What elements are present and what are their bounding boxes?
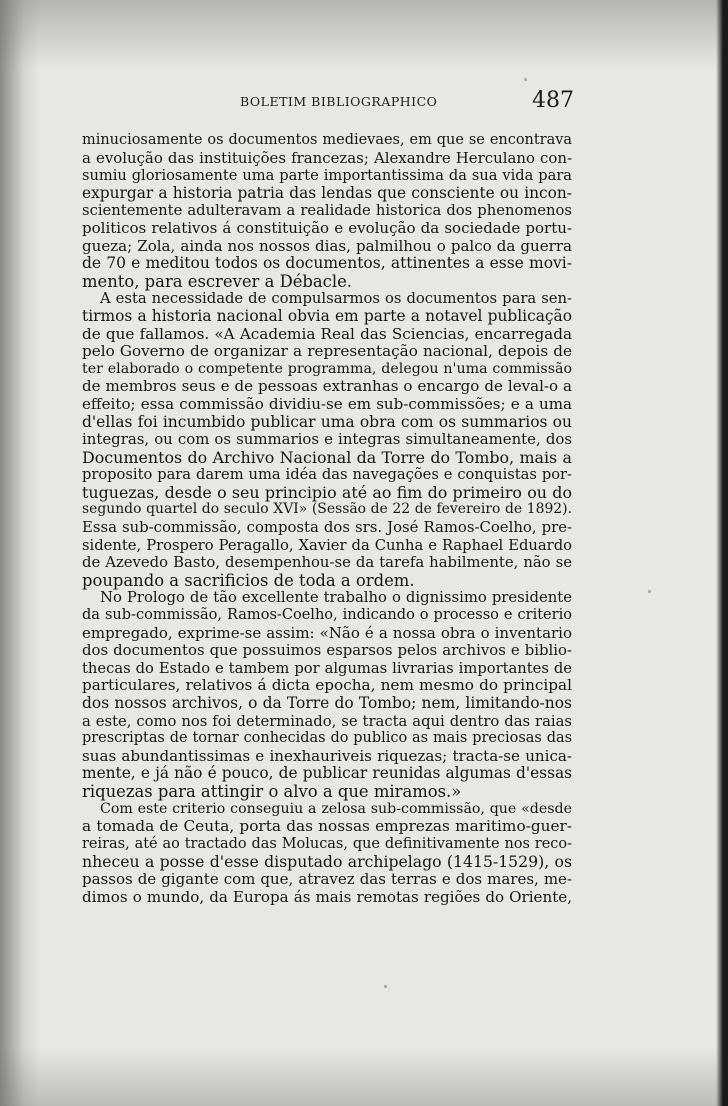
text-line: prescriptas de tornar conhecidas do publico as mais preciosas das	[82, 730, 572, 747]
text-line: nheceu a posse d'esse disputado archipelago (1415-1529), os	[82, 852, 572, 872]
text-line: thecas do Estado e tambem por algumas livrarias importantes de	[82, 659, 572, 677]
text-line: effeito; essa commissão dividiu-se em sub-commissões; e a uma	[82, 394, 572, 413]
text-line: tirmos a historia nacional obvia em parte a notavel publicação	[82, 306, 572, 325]
text-line: minuciosamente os documentos medievaes, em que se encontrava	[82, 132, 572, 148]
text-line: sumiu gloriosamente uma parte importantissima da sua vida para	[82, 167, 572, 185]
scan-border-right	[716, 0, 728, 1106]
text-line: segundo quartel do seculo XVI» (Sessão de 22 de fevereiro de 1892).	[82, 501, 572, 518]
text-line: de que fallamos. «A Academia Real das Sciencias, encarregada	[82, 324, 572, 343]
text-line: particulares, relativos á dicta epocha, nem mesmo do principal	[82, 676, 572, 695]
paragraph-start-line: No Prologo de tão excellente trabalho o dignissimo presidente	[100, 589, 572, 607]
text-line: Documentos do Archivo Nacional da Torre do Tombo, mais a	[82, 447, 572, 467]
paragraph-start-line: A esta necessidade de compulsarmos os documentos para sen-	[100, 290, 572, 308]
text-line: sidente, Prospero Peragallo, Xavier da Cunha e Raphael Eduardo	[82, 536, 572, 554]
text-line: de 70 e meditou todos os documentos, attinentes a esse movi-	[82, 254, 572, 273]
scan-speck	[384, 985, 387, 988]
text-line: scientemente adulteravam a realidade historica dos phenomenos	[82, 202, 572, 220]
body-text	[82, 132, 572, 906]
text-line: da sub-commissão, Ramos-Coelho, indicando o processo e criterio	[82, 607, 572, 624]
text-line: politicos relativos á constituição e evolução da sociedade portu-	[82, 218, 572, 237]
scan-shadow-left	[0, 0, 40, 1106]
paragraph-start-line: Com este criterio conseguiu a zelosa sub-commissão, que «desde	[100, 800, 572, 817]
text-line: poupando a sacrificios de toda a ordem.	[82, 570, 415, 590]
text-line: dimos o mundo, da Europa ás mais remotas regiões do Oriente,	[82, 887, 572, 906]
text-line: Essa sub-commissão, composta dos srs. José Ramos-Coelho, pre-	[82, 518, 572, 537]
text-line: pelo Governo de organizar a representação nacional, depois de	[82, 342, 572, 361]
page-header	[0, 88, 728, 120]
text-line: empregado, exprime-se assim: «Não é a nossa obra o inventario	[82, 623, 572, 642]
text-line: integras, ou com os summarios e integras simultaneamente, dos	[82, 430, 572, 449]
text-line: reiras, até ao tractado das Molucas, que definitivamente nos reco-	[82, 835, 572, 852]
text-line: suas abundantissimas e inexhauriveis riquezas; tracta-se unica-	[82, 746, 572, 765]
scan-shadow-bottom	[0, 1046, 728, 1106]
text-line: mento, para escrever a Débacle.	[82, 271, 353, 291]
text-line: proposito para darem uma idéa das navegações e conquistas por-	[82, 466, 572, 484]
text-line: expurgar a historia patria das lendas que consciente ou incon-	[82, 183, 572, 202]
text-line: d'ellas foi incumbido publicar uma obra com os summarios ou	[82, 412, 572, 431]
text-line: riquezas para attingir o alvo a que miramos.»	[82, 781, 462, 801]
text-line: a tomada de Ceuta, porta das nossas emprezas maritimo-guer-	[82, 817, 572, 836]
scan-shadow-top	[0, 0, 728, 70]
text-line: tuguezas, desde o seu principio até ao fim do primeiro ou do	[82, 482, 572, 502]
text-line: a evolução das instituições francezas; Alexandre Herculano con-	[82, 148, 572, 167]
text-line: gueza; Zola, ainda nos nossos dias, palmilhou o palco da guerra	[82, 236, 572, 255]
page-number: 487	[532, 88, 574, 113]
scan-speck	[648, 590, 651, 593]
text-line: a este, como nos foi determinado, se tracta aqui dentro das raias	[82, 712, 572, 730]
scan-speck	[524, 78, 527, 81]
text-line: dos nossos archivos, o da Torre do Tombo; nem, limitando-nos	[82, 694, 572, 712]
text-line: de Azevedo Basto, desempenhou-se da tarefa habilmente, não se	[82, 554, 572, 572]
text-line: ter elaborado o competente programma, delegou n'uma commissão	[82, 360, 572, 377]
text-line: dos documentos que possuimos esparsos pelos archivos e biblio-	[82, 641, 572, 660]
running-title: BOLETIM BIBLIOGRAPHICO	[240, 94, 438, 109]
text-line: de membros seus e de pessoas extranhas o encargo de leval-o a	[82, 377, 572, 396]
text-line: mente, e já não é pouco, de publicar reunidas algumas d'essas	[82, 764, 572, 783]
text-line: passos de gigante com que, atravez das terras e dos mares, me-	[82, 869, 572, 888]
